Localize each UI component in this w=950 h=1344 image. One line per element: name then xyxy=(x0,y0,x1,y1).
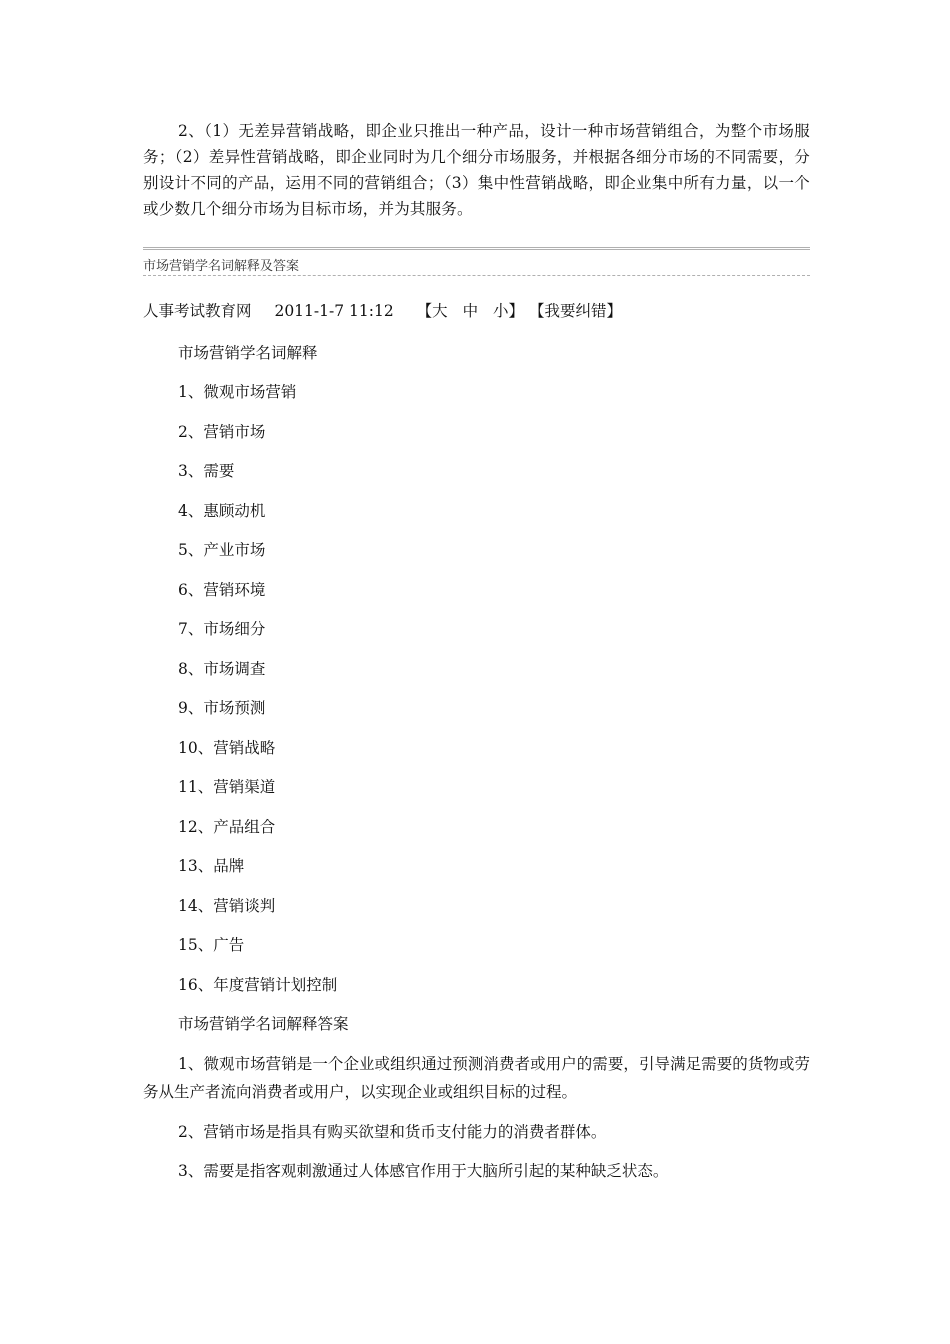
report-error-link[interactable]: 【我要纠错】 xyxy=(529,302,623,320)
term-item: 4、惠顾动机 xyxy=(178,502,266,520)
term-item: 14、营销谈判 xyxy=(178,897,276,915)
section-title: 市场营销学名词解释及答案 xyxy=(143,259,300,274)
answers-heading: 市场营销学名词解释答案 xyxy=(178,1015,349,1033)
term-item: 5、产业市场 xyxy=(178,541,266,559)
term-item: 11、营销渠道 xyxy=(178,778,276,796)
term-item: 10、营销战略 xyxy=(178,739,276,757)
term-item: 15、广告 xyxy=(178,936,245,954)
term-item: 13、品牌 xyxy=(178,857,245,875)
bottom-divider xyxy=(143,275,810,276)
term-item: 1、微观市场营销 xyxy=(178,383,297,401)
term-item: 16、年度营销计划控制 xyxy=(178,976,338,994)
term-item: 7、市场细分 xyxy=(178,620,266,638)
font-size-small-link[interactable]: 小】 xyxy=(493,302,525,320)
term-item: 8、市场调查 xyxy=(178,660,266,678)
answer-item: 3、需要是指客观刺激通过人体感官作用于大脑所引起的某种缺乏状态。 xyxy=(178,1162,669,1180)
source-label: 人事考试教育网 xyxy=(143,302,252,320)
font-size-medium-link[interactable]: 中 xyxy=(462,302,479,320)
publish-datetime: 2011-1-7 11:12 xyxy=(274,302,394,320)
term-item: 3、需要 xyxy=(178,462,235,480)
intro-paragraph: 2、（1）无差异营销战略，即企业只推出一种产品，设计一种市场营销组合，为整个市场服务；（2）差异性营销战略，即企业同时为几个细分市场服务，并根据各细分市场的不同需要，分别设计不同的产品，运用不同的营销组合；（3）集中性营销战略，即企业集中所有力量，以一个或少数几个细分市场为目标市场，并为其服务。 xyxy=(143,122,810,218)
term-item: 2、营销市场 xyxy=(178,423,266,441)
term-item: 12、产品组合 xyxy=(178,818,276,836)
answer-item: 1、微观市场营销是一个企业或组织通过预测消费者或用户的需要，引导满足需要的货物或劳务从生产者流向消费者或用户，以实现企业或组织目标的过程。 xyxy=(143,1055,810,1101)
top-divider xyxy=(143,247,810,250)
term-item: 9、市场预测 xyxy=(178,699,266,717)
answer-item: 2、营销市场是指具有购买欲望和货币支付能力的消费者群体。 xyxy=(178,1123,607,1141)
font-size-large-link[interactable]: 【大 xyxy=(416,302,448,320)
terms-heading: 市场营销学名词解释 xyxy=(178,344,318,362)
article-meta xyxy=(143,300,622,322)
term-item: 6、营销环境 xyxy=(178,581,266,599)
